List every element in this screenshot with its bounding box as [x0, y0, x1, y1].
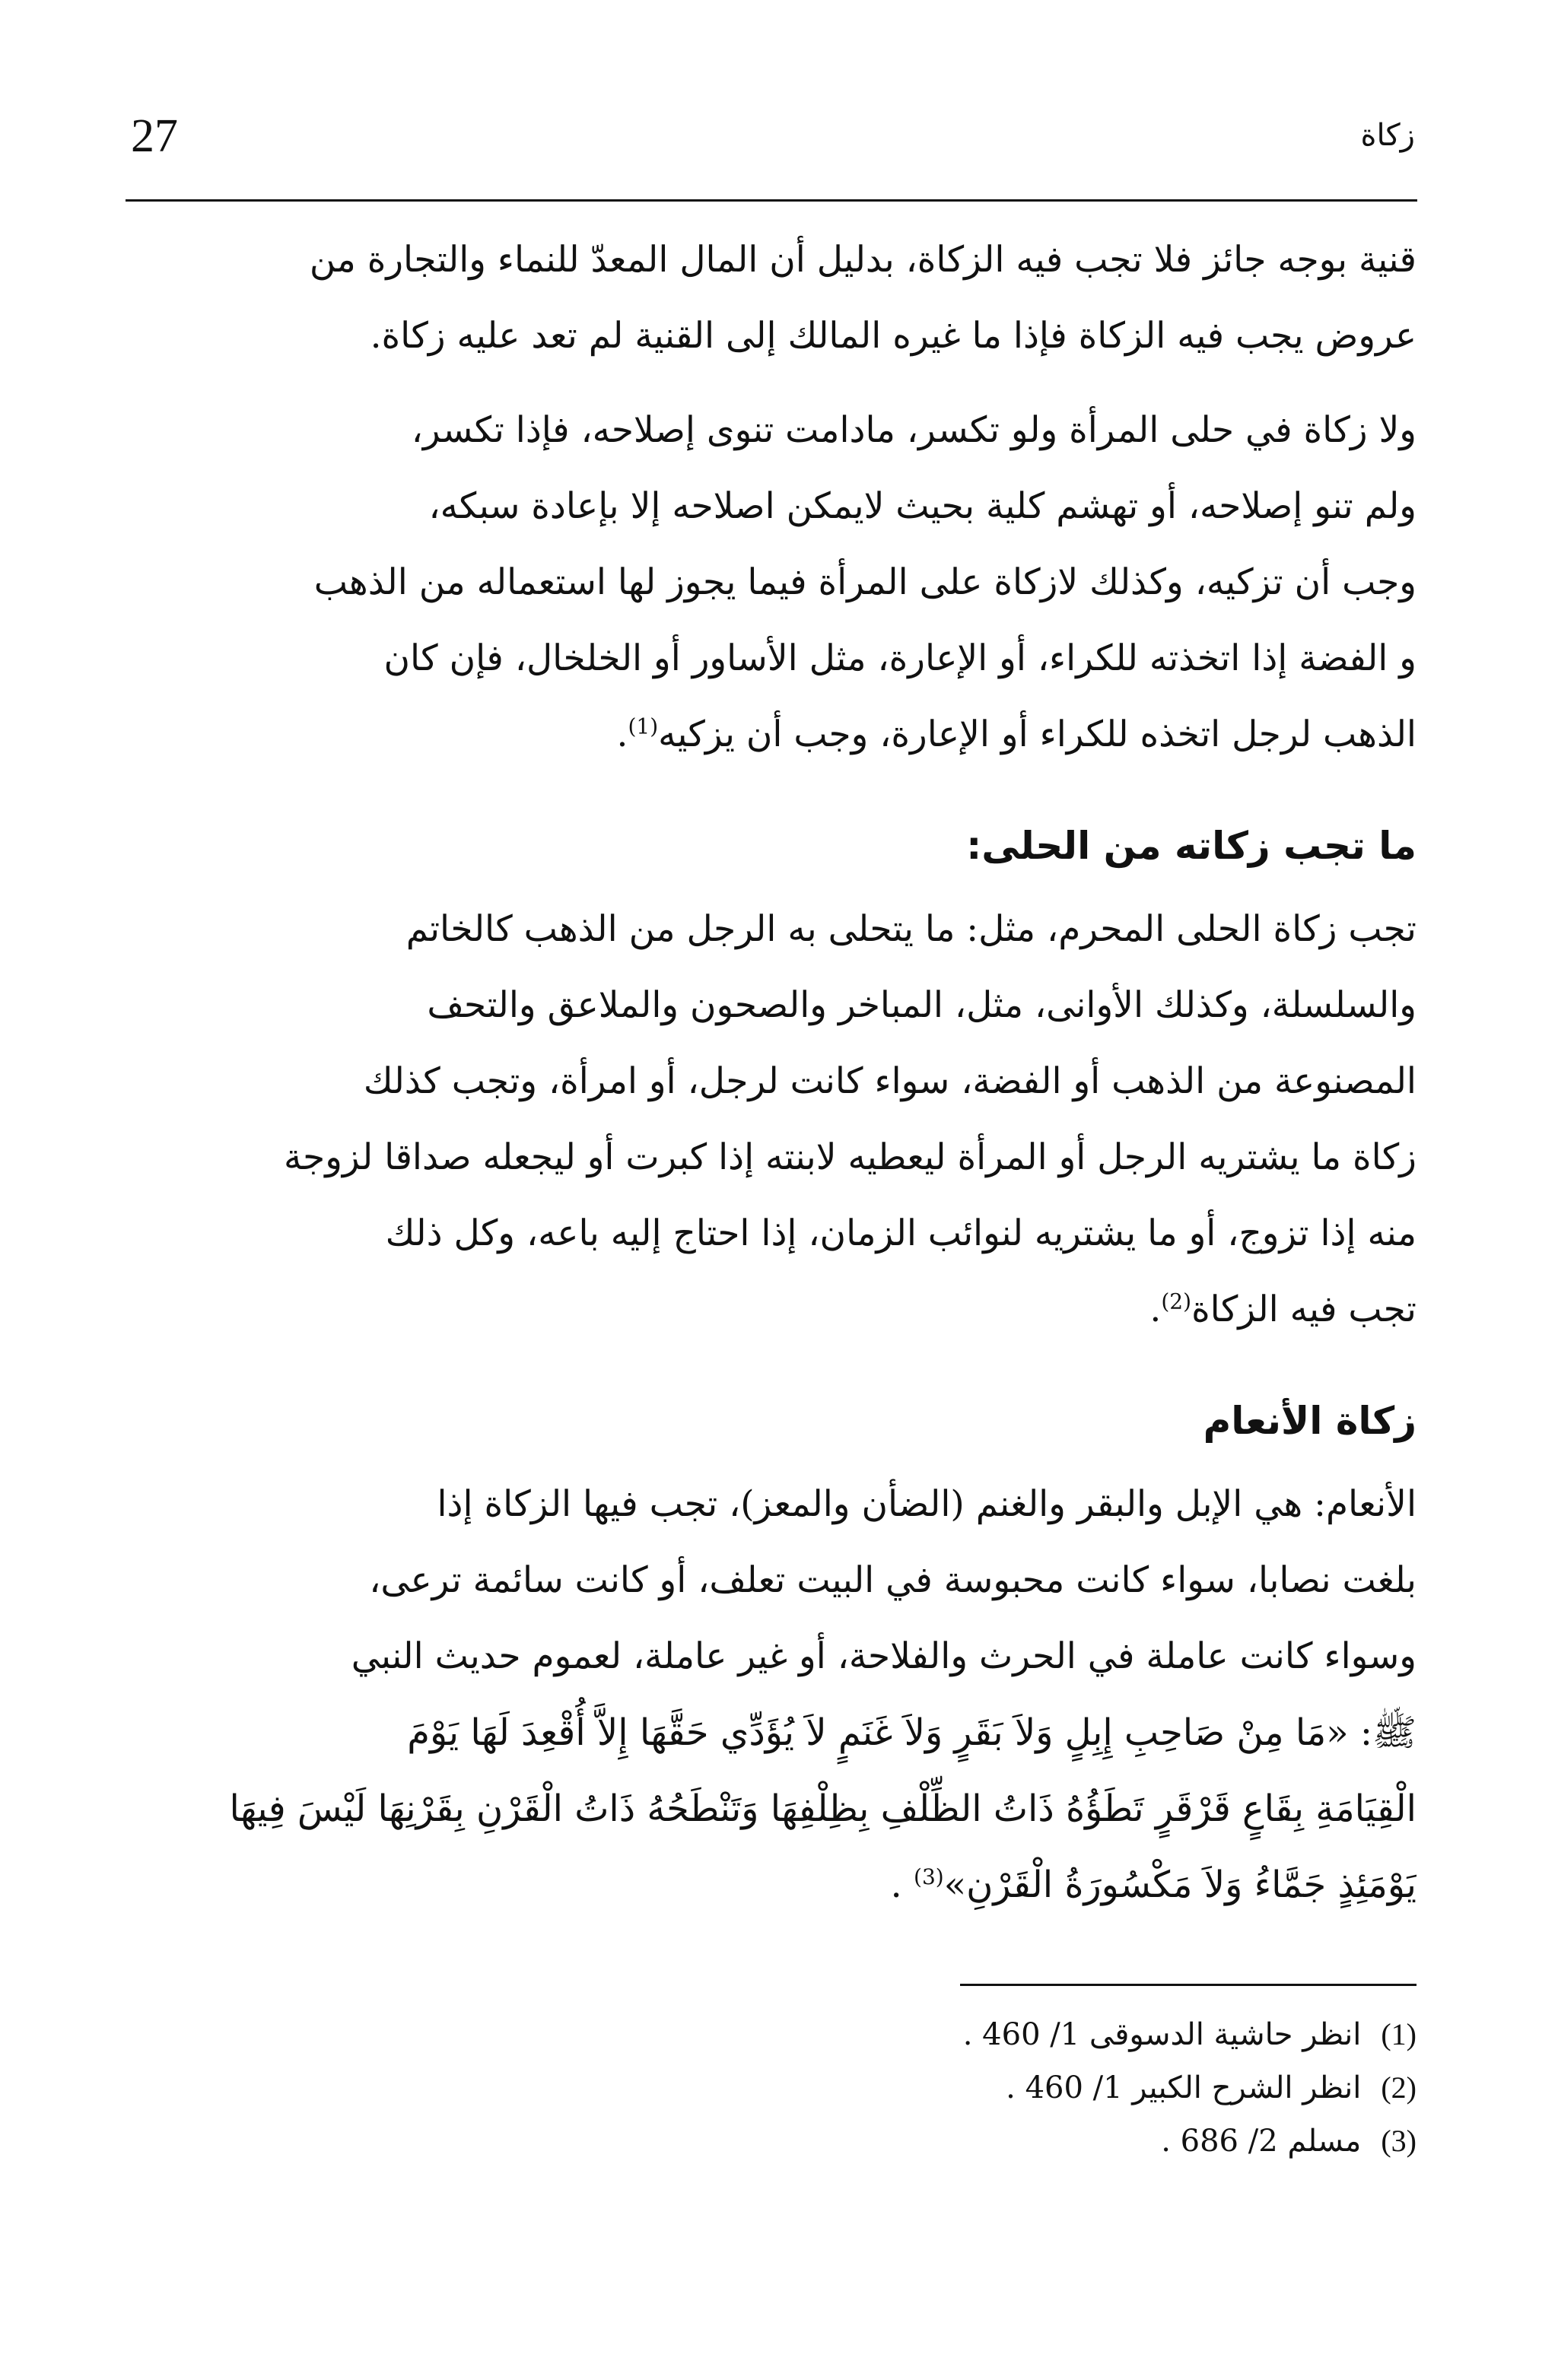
section-livestock — [128, 1375, 1417, 1923]
text-line: المصنوعة من الذهب أو الفضة، سواء كانت لرجل، أو امرأة، وتجب كذلك — [363, 1060, 1417, 1102]
sentence-end: . — [616, 713, 628, 755]
footnotes — [609, 2008, 1417, 2168]
footnote-number: (3) — [1381, 2124, 1417, 2158]
page-number: 27 — [131, 110, 178, 162]
footnote-item — [609, 2115, 1417, 2168]
text-line: الأنعام: هي الإبل والبقر والغنم (الضأن والمعز)، تجب فيها الزكاة إذا — [437, 1483, 1417, 1525]
section-intro — [128, 222, 1417, 773]
text-line: الذهب لرجل اتخذه للكراء أو الإعارة، وجب أن يزكيه — [658, 713, 1417, 755]
section-jewelry — [128, 800, 1417, 1348]
text-line: تجب فيه الزكاة — [1191, 1289, 1417, 1330]
sentence-end: . — [890, 1864, 902, 1906]
hadith-line: ﷺ: «مَا مِنْ صَاحِبِ إِبِلٍ وَلاَ بَقَرٍ وَلاَ غَنَمٍ لاَ يُؤَدِّي حَقَّهَا إِلاَّ أُقْعِدَ لَهَا يَوْمَ — [407, 1711, 1417, 1754]
section-heading: زكاة الأنعام — [1203, 1399, 1417, 1443]
footnote-ref[interactable]: (3) — [914, 1864, 944, 1889]
text-line: وسواء كانت عاملة في الحرث والفلاحة، أو غير عاملة، لعموم حديث النبي — [351, 1635, 1417, 1677]
hadith-line: الْقِيَامَةِ بِقَاعٍ قَرْقَرٍ تَطَؤُهُ ذَاتُ الظِّلْفِ بِظِلْفِهَا وَتَنْطَحُهُ ذَاتُ الْقَرْنِ بِقَرْنِهَا لَيْسَ فِيهَا — [229, 1787, 1417, 1830]
footnote-item — [609, 2061, 1417, 2115]
text-line: و الفضة إذا اتخذته للكراء، أو الإعارة، مثل الأساور أو الخلخال، فإن كان — [383, 637, 1417, 679]
page-header — [114, 106, 1415, 167]
paragraph — [128, 891, 1417, 1348]
text-line-with-note — [128, 1272, 1417, 1348]
text-line-with-note — [128, 697, 1417, 773]
text-line: والسلسلة، وكذلك الأوانى، مثل، المباخر والصحون والملاعق والتحف — [427, 984, 1417, 1026]
hadith-line-with-note — [128, 1847, 1417, 1923]
paragraph — [128, 1466, 1417, 1923]
footnote-ref[interactable]: (2) — [1161, 1289, 1192, 1314]
text-line: زكاة ما يشتريه الرجل أو المرأة ليعطيه لابنته إذا كبرت أو ليجعله صداقا لزوجة — [283, 1136, 1417, 1178]
footnote-divider — [960, 1984, 1417, 1986]
text-line: بلغت نصابا، سواء كانت محبوسة في البيت تعلف، أو كانت سائمة ترعى، — [369, 1559, 1417, 1601]
text-line: عروض يجب فيه الزكاة فإذا ما غيره المالك إلى القنية لم تعد عليه زكاة. — [370, 315, 1417, 357]
running-title: زكاة — [1360, 118, 1415, 153]
header-divider — [126, 199, 1417, 202]
footnote-number: (1) — [1381, 2017, 1417, 2051]
paragraph — [128, 222, 1417, 374]
text-line: تجب زكاة الحلى المحرم، مثل: ما يتحلى به الرجل من الذهب كالخاتم — [405, 908, 1417, 950]
text-line: ولا زكاة في حلى المرأة ولو تكسر، مادامت تنوى إصلاحه، فإذا تكسر، — [411, 409, 1417, 451]
section-heading: ما تجب زكاته من الحلى: — [966, 824, 1417, 868]
hadith-line: يَوْمَئِذٍ جَمَّاءُ وَلاَ مَكْسُورَةُ الْقَرْنِ» — [943, 1864, 1417, 1906]
footnote-text: مسلم 2/ 686 . — [1161, 2124, 1362, 2159]
footnote-number: (2) — [1381, 2070, 1417, 2105]
text-line: وجب أن تزكيه، وكذلك لازكاة على المرأة فيما يجوز لها استعماله من الذهب — [313, 561, 1417, 603]
sentence-end: . — [1149, 1289, 1162, 1330]
text-line: قنية بوجه جائز فلا تجب فيه الزكاة، بدليل أن المال المعدّ للنماء والتجارة من — [309, 239, 1417, 281]
paragraph — [128, 392, 1417, 773]
footnote-item — [609, 2008, 1417, 2061]
footnote-ref[interactable]: (1) — [628, 713, 659, 739]
main-text — [128, 222, 1417, 1923]
text-line: ولم تنو إصلاحه، أو تهشم كلية بحيث لايمكن اصلاحه إلا بإعادة سبكه، — [428, 485, 1417, 527]
text-line: منه إذا تزوج، أو ما يشتريه لنوائب الزمان، إذا احتاج إليه باعه، وكل ذلك — [385, 1212, 1417, 1254]
footnote-text: انظر حاشية الدسوقى 1/ 460 . — [962, 2017, 1362, 2052]
footnote-text: انظر الشرح الكبير 1/ 460 . — [1006, 2070, 1362, 2105]
